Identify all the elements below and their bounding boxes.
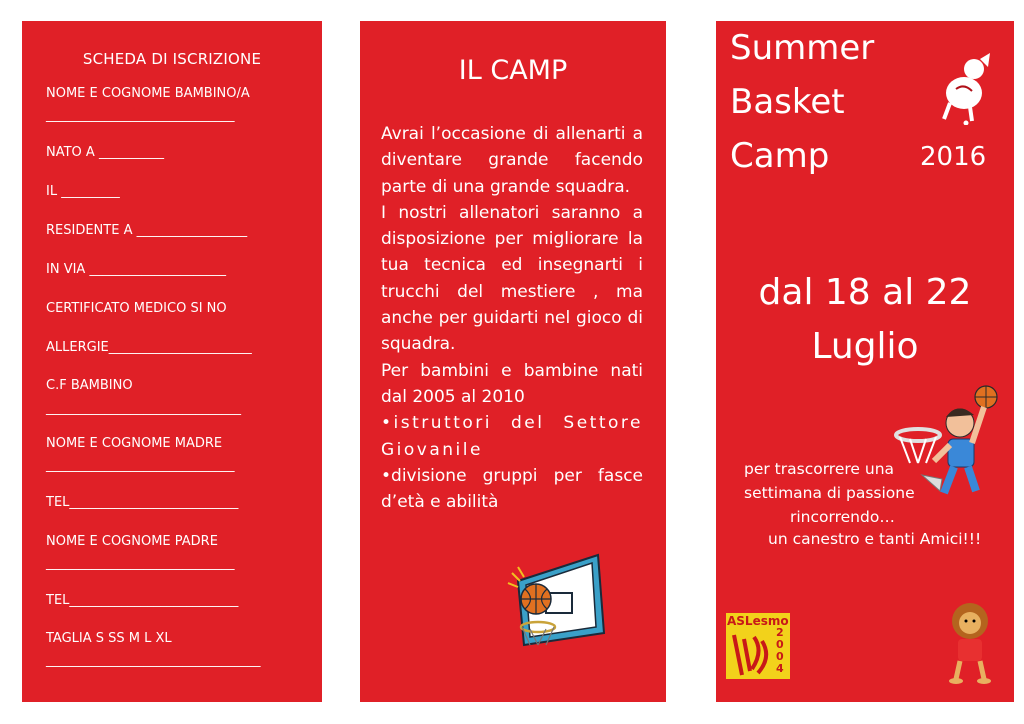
- dates-line: Luglio: [811, 326, 919, 367]
- form-field-size-line: _________________________________: [46, 653, 261, 668]
- cover-title-line: Summer: [730, 28, 875, 68]
- registration-form-panel: [22, 21, 322, 702]
- club-logo-year: 2004: [776, 626, 784, 675]
- lion-emblem-icon: [730, 631, 774, 677]
- club-logo-text: ASLesmo: [727, 614, 789, 628]
- form-field-child-name-line: _____________________________: [46, 108, 235, 123]
- cover-title-line: Camp: [730, 136, 830, 176]
- camp-dates: [716, 266, 1014, 374]
- form-field-street: IN VIA _____________________: [46, 262, 226, 277]
- form-field-mother-name: NOME E COGNOME MADRE: [46, 436, 223, 451]
- tagline-line: un canestro e tanti Amici!!!: [768, 530, 982, 548]
- form-field-mother-phone: TEL__________________________: [46, 495, 239, 510]
- form-field-father-phone: TEL__________________________: [46, 593, 239, 608]
- camp-description: [381, 121, 643, 515]
- camp-bullet: •istruttori del Settore Giovanile: [381, 413, 643, 460]
- lion-mascot-icon: [946, 601, 994, 685]
- form-title: SCHEDA DI ISCRIZIONE: [82, 50, 262, 68]
- form-field-mother-name-line: _____________________________: [46, 458, 235, 473]
- tagline-line: settimana di passione: [744, 484, 915, 502]
- form-field-size: TAGLIA S SS M L XL: [46, 631, 172, 646]
- form-field-tax-code-line: ______________________________: [46, 401, 241, 416]
- camp-bullet: •divisione gruppi per fasce d’età e abilità: [381, 465, 643, 513]
- cover-title-line: Basket: [730, 82, 845, 122]
- form-field-residence: RESIDENTE A _________________: [46, 223, 248, 238]
- mascot-icon: [936, 49, 996, 125]
- form-field-birthdate: IL _________: [46, 184, 120, 199]
- camp-paragraph: I nostri allenatori saranno a disposizione per migliorare la tua tecnica ed insegnarti i trucchi del mestiere , ma anche per guidarti nel gioco di squadra.: [381, 202, 643, 355]
- tagline-line: rincorrendo…: [790, 508, 895, 526]
- camp-paragraph: Avrai l’occasione di allenarti a diventare grande facendo parte di una grande squadra.: [381, 124, 643, 197]
- tagline-line: per trascorrere una: [744, 460, 895, 478]
- cover-year: 2016: [920, 142, 987, 172]
- form-field-child-name: NOME E COGNOME BAMBINO/A: [46, 86, 250, 101]
- dates-line: dal 18 al 22: [758, 272, 972, 313]
- club-logo: [726, 613, 790, 679]
- form-field-birthplace: NATO A __________: [46, 145, 164, 160]
- basketball-hoop-icon: [506, 547, 608, 647]
- form-field-medical-certificate: CERTIFICATO MEDICO SI NO: [46, 301, 227, 316]
- form-field-father-name-line: _____________________________: [46, 556, 235, 571]
- camp-title: IL CAMP: [458, 55, 568, 86]
- form-field-allergies: ALLERGIE______________________: [46, 340, 252, 355]
- form-field-tax-code: C.F BAMBINO: [46, 378, 133, 393]
- cover-panel: [716, 21, 1014, 702]
- form-field-father-name: NOME E COGNOME PADRE: [46, 534, 218, 549]
- camp-paragraph: Per bambini e bambine nati dal 2005 al 2010: [381, 360, 643, 407]
- camp-info-panel: [360, 21, 666, 702]
